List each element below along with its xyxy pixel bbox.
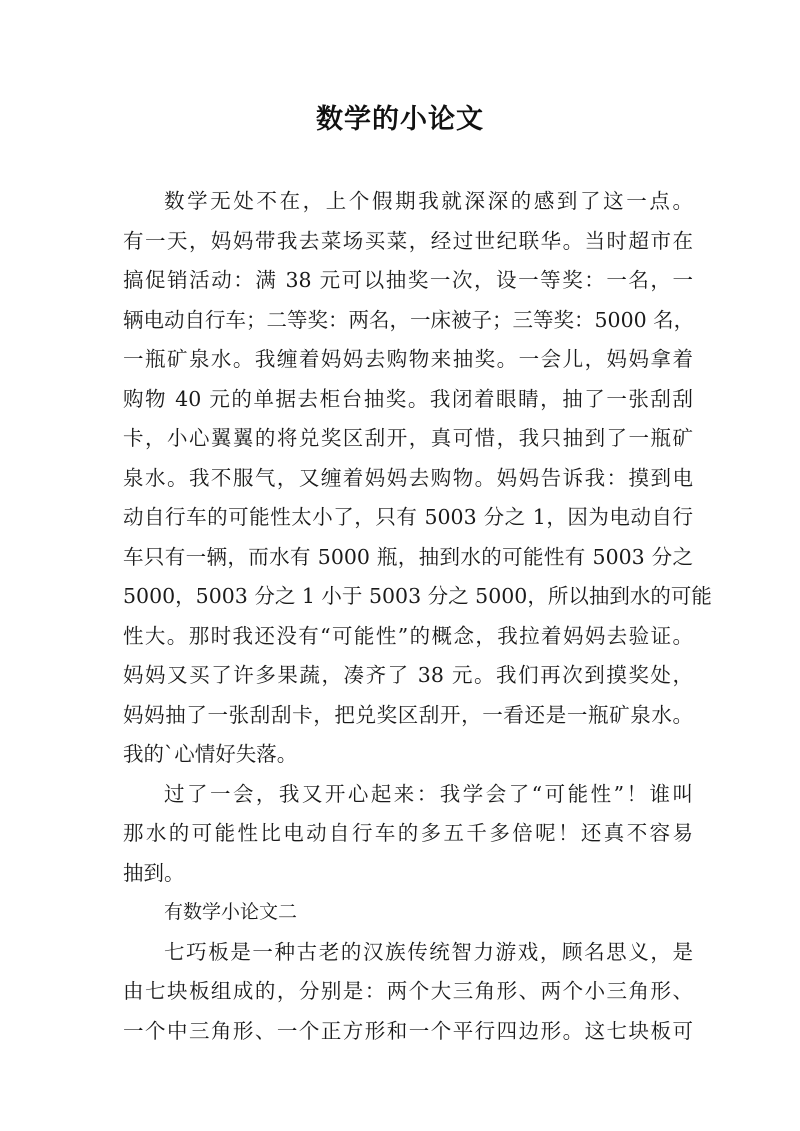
paragraph-line: 妈妈又买了许多果蔬，凑齐了 38 元。我们再次到摸奖处，	[123, 663, 693, 687]
paragraph-line: 我的`心情好失落。	[123, 742, 298, 766]
paragraph-line: 卡，小心翼翼的将兑奖区刮开，真可惜，我只抽到了一瓶矿	[123, 426, 693, 450]
paragraph-line: 泉水。我不服气，又缠着妈妈去购物。妈妈告诉我：摸到电	[123, 465, 693, 490]
document-body	[123, 182, 712, 1051]
paragraph-line: 搞促销活动：满 38 元可以抽奖一次，设一等奖：一名，一	[123, 268, 693, 292]
paragraph-line: 抽到。	[123, 860, 185, 885]
paragraph-line: 购物 40 元的单据去柜台抽奖。我闭着眼睛，抽了一张刮刮	[123, 386, 693, 411]
paragraph-line: 一个中三角形、一个正方形和一个平行四边形。这七块板可	[123, 1018, 693, 1043]
paragraph-line: 过了一会，我又开心起来：我学会了“可能性”！谁叫	[164, 781, 693, 806]
section-heading: 有数学小论文二	[164, 901, 298, 923]
paragraph-line: 性大。那时我还没有“可能性”的概念，我拉着妈妈去验证。	[123, 623, 693, 648]
document-title: 数学的小论文	[316, 104, 484, 135]
paragraph-line: 有一天，妈妈带我去菜场买菜，经过世纪联华。当时超市在	[123, 228, 693, 253]
paragraph-line: 由七块板组成的，分别是：两个大三角形、两个小三角形、	[123, 979, 693, 1003]
paragraph-line: 一瓶矿泉水。我缠着妈妈去购物来抽奖。一会儿，妈妈拿着	[123, 347, 693, 371]
paragraph-line: 5000，5003 分之 1 小于 5003 分之 5000，所以抽到水的可能	[123, 584, 712, 608]
paragraph-line: 七巧板是一种古老的汉族传统智力游戏，顾名思义，是	[164, 939, 693, 964]
paragraph-line: 动自行车的可能性太小了，只有 5003 分之 1，因为电动自行	[123, 505, 693, 529]
paragraph-line: 那水的可能性比电动自行车的多五千多倍呢！还真不容易	[123, 821, 693, 845]
paragraph-line: 妈妈抽了一张刮刮卡，把兑奖区刮开，一看还是一瓶矿泉水。	[123, 702, 693, 727]
paragraph-line: 数学无处不在，上个假期我就深深的感到了这一点。	[164, 189, 693, 213]
paragraph-line: 车只有一辆，而水有 5000 瓶，抽到水的可能性有 5003 分之	[123, 544, 693, 569]
paragraph-line: 辆电动自行车；二等奖：两名，一床被子；三等奖：5000 名，	[123, 307, 695, 332]
